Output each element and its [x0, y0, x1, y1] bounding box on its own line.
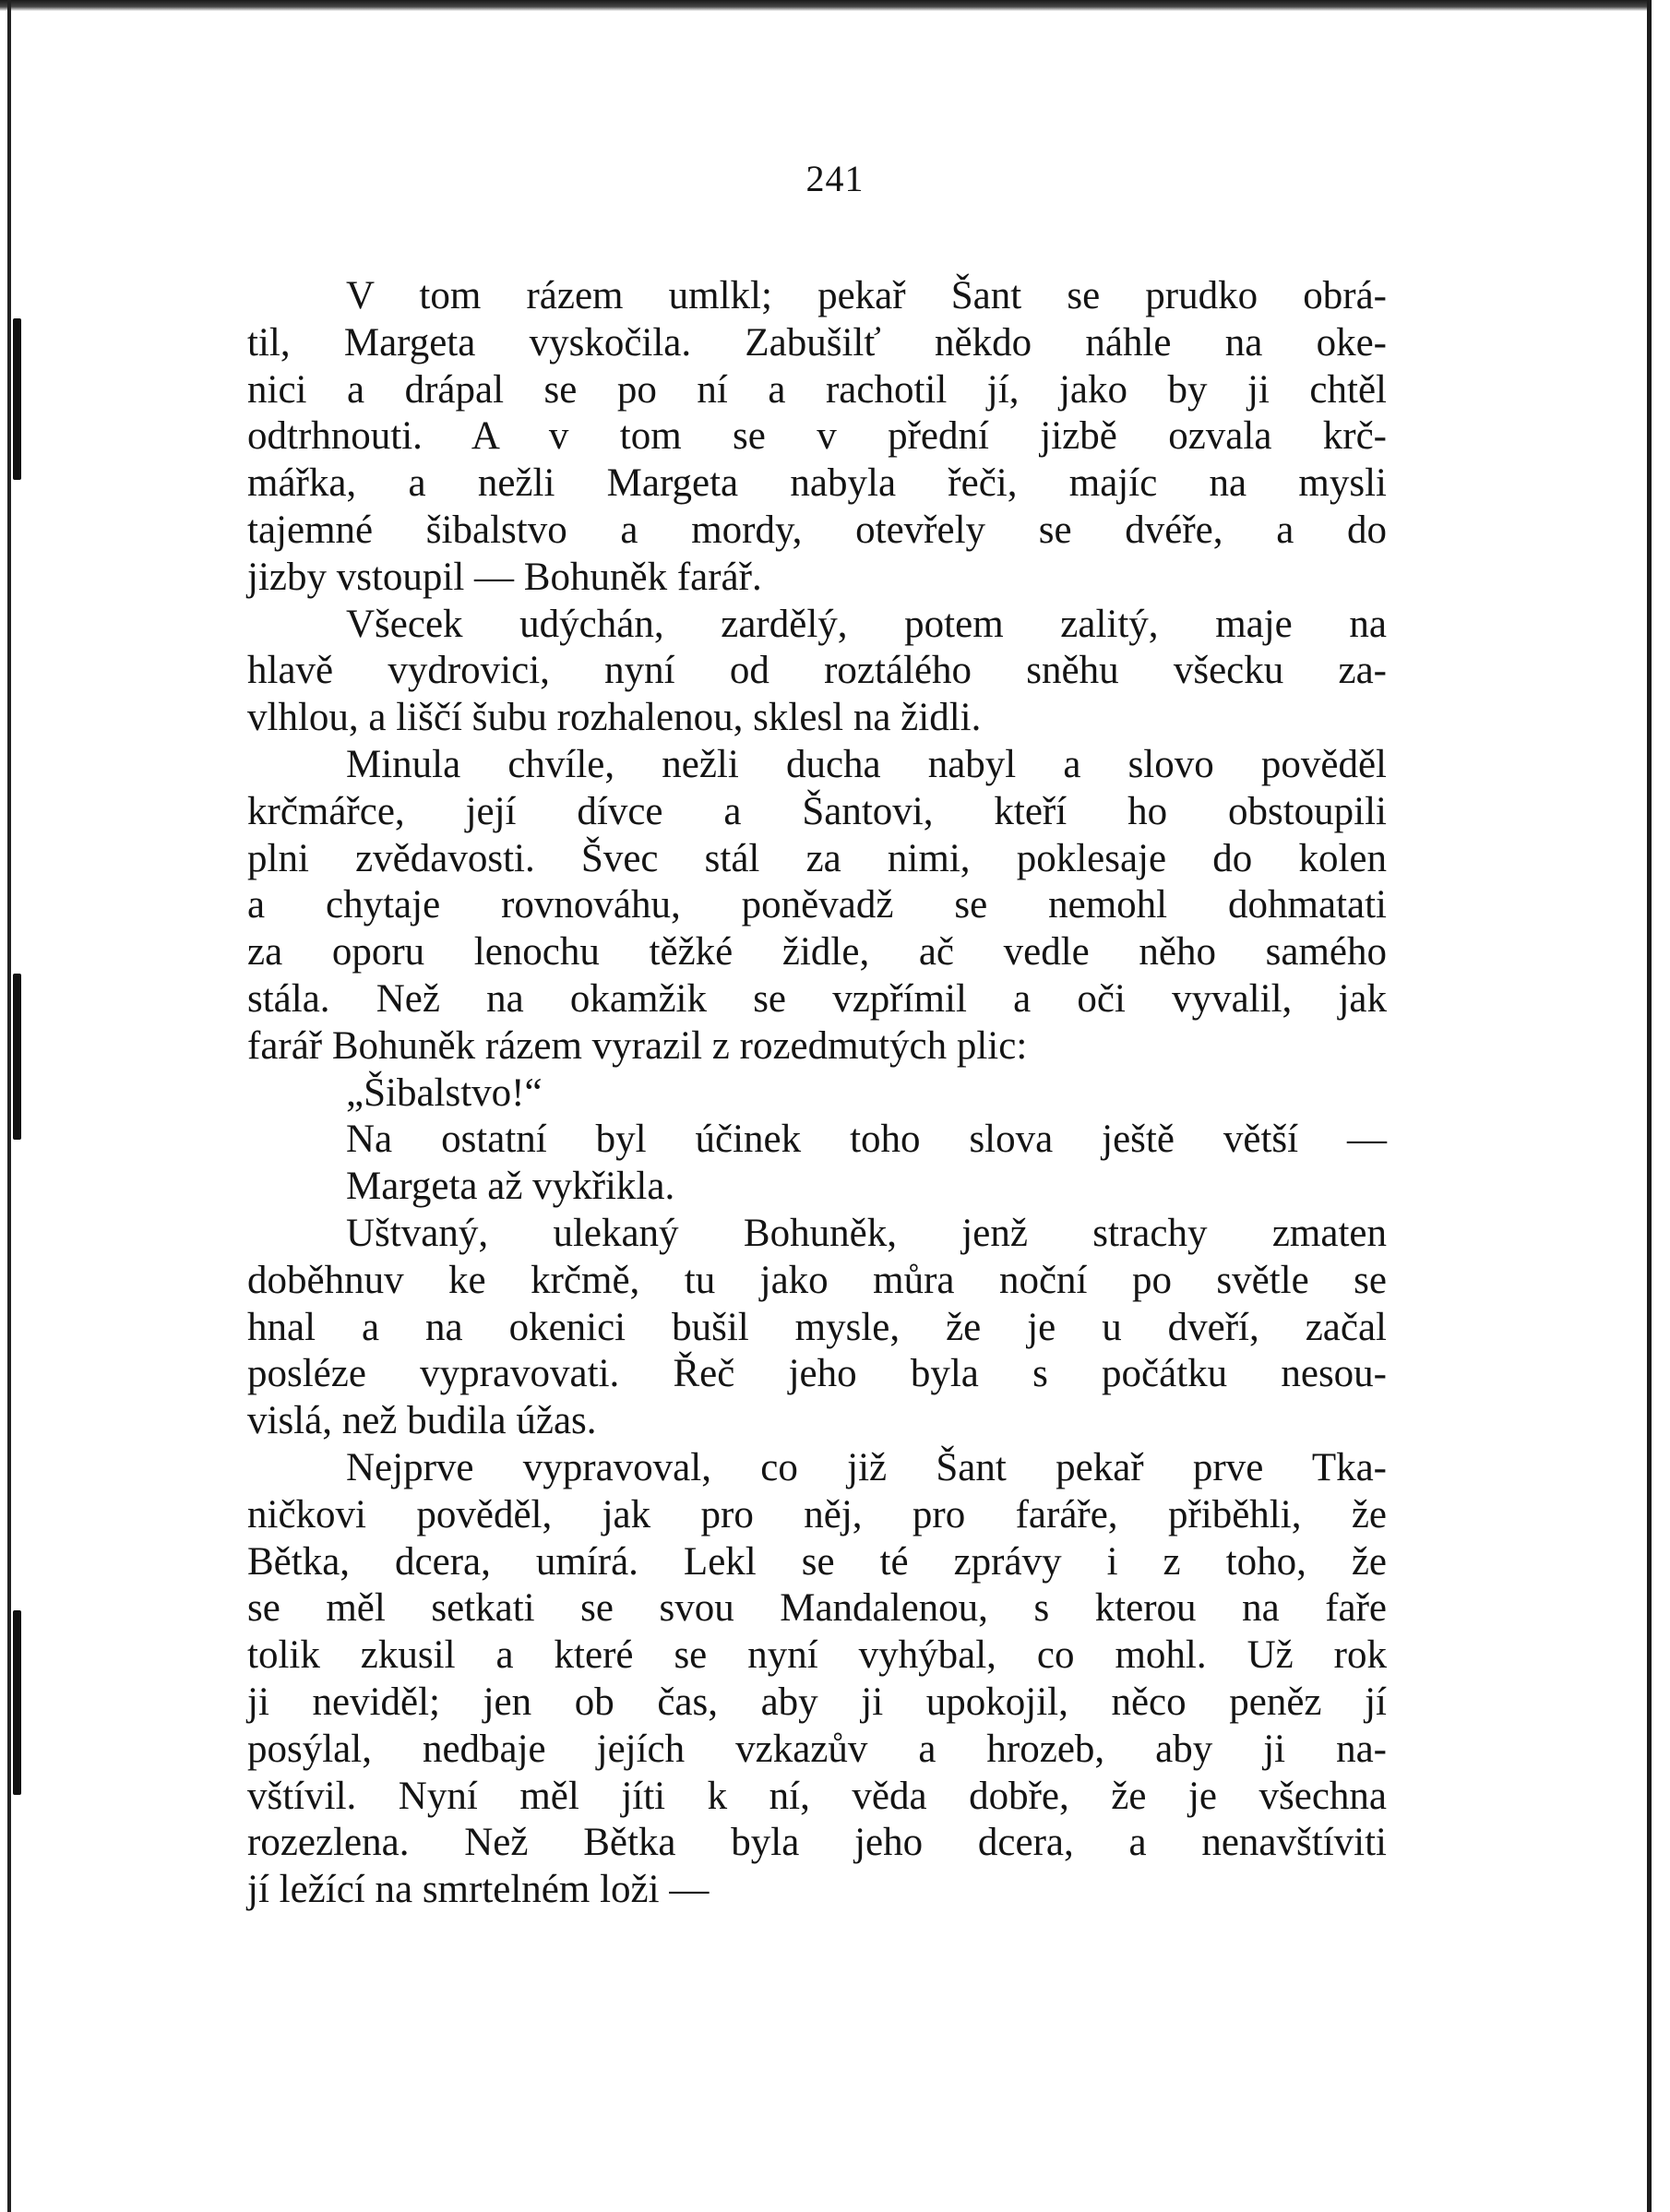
text-line: V tom rázem umlkl; pekař Šant se prudko obrá-: [346, 274, 1387, 317]
text-line: se měl setkati se svou Mandalenou, s kterou na faře: [247, 1586, 1387, 1631]
text-line: tajemné šibalstvo a mordy, otevřely se dvéře, a do: [247, 508, 1387, 552]
scan-top-edge: [0, 0, 1652, 11]
text-line: hlavě vydrovici, nyní od roztálého sněhu všecku za-: [247, 649, 1387, 693]
text-line: ničkovi pověděl, jak pro něj, pro faráře, přiběhli, že: [247, 1492, 1387, 1536]
text-line: Margeta až vykřikla.: [346, 1165, 675, 1209]
text-line: Na ostatní byl účinek toho slova ještě větší —: [346, 1118, 1387, 1162]
text-line: vlhlou, a liščí šubu rozhalenou, sklesl na židli.: [247, 696, 982, 740]
text-line: posléze vypravovati. Řeč jeho byla s počátku nesou-: [247, 1352, 1387, 1396]
text-line: Bětka, dcera, umírá. Lekl se té zprávy i z toho, že: [247, 1539, 1387, 1584]
scan-mark: [13, 318, 21, 480]
page-number: 241: [805, 158, 865, 199]
scan-mark: [13, 974, 21, 1140]
text-line: a chytaje rovnováhu, poněvadž se nemohl dohmatati: [247, 883, 1387, 927]
text-line: jí ležící na smrtelném loži —: [247, 1868, 710, 1912]
text-line: vislá, než budila úžas.: [247, 1399, 597, 1443]
text-line: til, Margeta vyskočila. Zabušilť někdo náhle na oke-: [247, 320, 1387, 365]
text-line: stála. Než na okamžik se vzpřímil a oči vyvalil, jak: [247, 976, 1387, 1021]
text-line: nici a drápal se po ní a rachotil jí, jako by ji chtěl: [247, 367, 1387, 412]
body-text: [247, 273, 1387, 1914]
text-line: farář Bohuněk rázem vyrazil z rozedmutých plic:: [247, 1023, 1028, 1068]
text-line: ji neviděl; jen ob čas, aby ji upokojil, něco peněz jí: [247, 1680, 1387, 1724]
scan-left-edge: [7, 0, 11, 2212]
text-line: Nejprve vypravoval, co již Šant pekař prve Tka-: [346, 1445, 1387, 1489]
text-line: posýlal, nedbaje jejích vzkazův a hrozeb, aby ji na-: [247, 1727, 1387, 1771]
text-line: Uštvaný, ulekaný Bohuněk, jenž strachy zmaten: [346, 1211, 1387, 1255]
text-line: hnal a na okenici bušil mysle, že je u dveří, začal: [247, 1305, 1387, 1349]
text-line: tolik zkusil a které se nyní vyhýbal, co mohl. Už rok: [247, 1633, 1387, 1678]
text-line: „Šibalstvo!“: [346, 1070, 543, 1115]
text-line: mářka, a nežli Margeta nabyla řeči, majíc na mysli: [247, 461, 1387, 506]
text-line: Minula chvíle, nežli ducha nabyl a slovo pověděl: [346, 742, 1387, 786]
text-line: Všecek udýchán, zardělý, potem zalitý, maje na: [346, 602, 1387, 646]
text-line: jizby vstoupil — Bohuněk farář.: [247, 555, 762, 599]
text-line: odtrhnouti. A v tom se v přední jizbě ozvala krč-: [247, 414, 1387, 459]
text-line: za oporu lenochu těžké židle, ač vedle něho samého: [247, 930, 1387, 974]
scan-mark: [13, 1610, 21, 1795]
text-line: doběhnuv ke krčmě, tu jako můra noční po světle se: [247, 1258, 1387, 1302]
text-line: krčmářce, její dívce a Šantovi, kteří ho obstoupili: [247, 789, 1387, 833]
text-line: plni zvědavosti. Švec stál za nimi, poklesaje do kolen: [247, 836, 1387, 880]
scan-right-edge: [1647, 0, 1652, 2212]
text-line: rozezlena. Než Bětka byla jeho dcera, a nenavštíviti: [247, 1821, 1387, 1865]
text-line: vštívil. Nyní měl jíti k ní, věda dobře, že je všechna: [247, 1774, 1387, 1818]
